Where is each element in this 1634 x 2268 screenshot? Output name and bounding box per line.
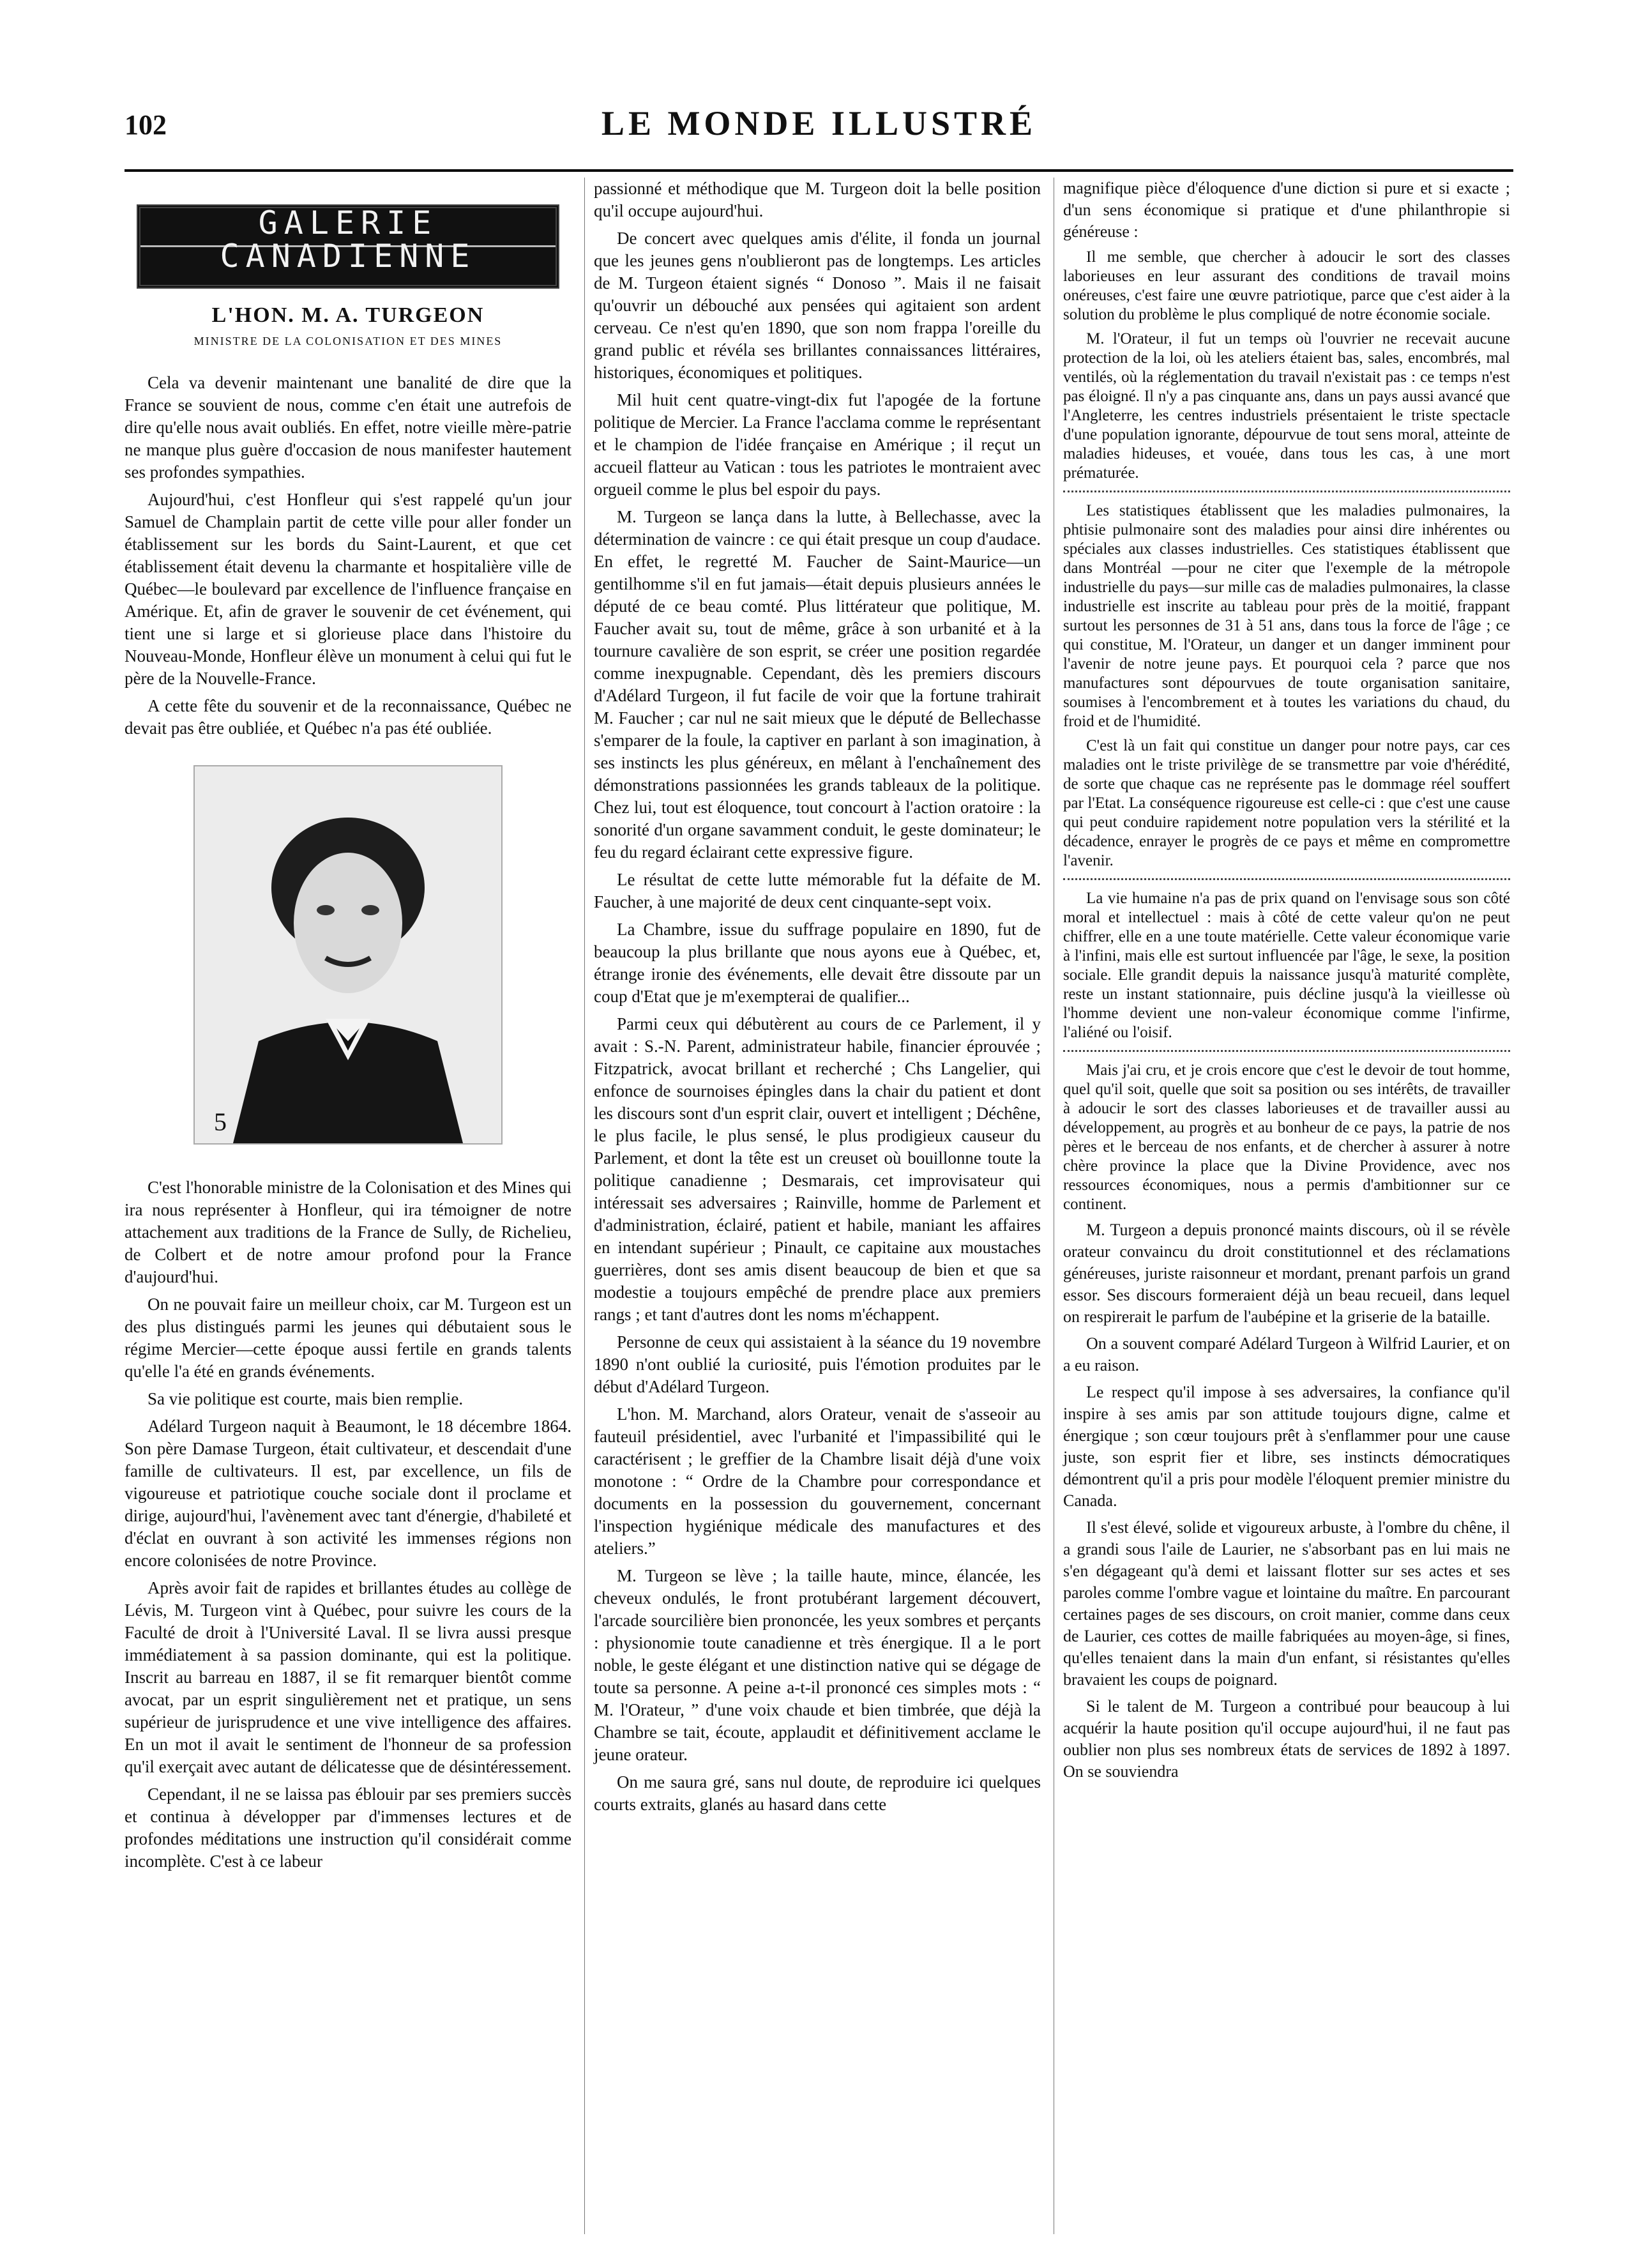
- paragraph: Le respect qu'il impose à ses adversaires, la confiance qu'il inspire à ses amis par son attitude toujours digne, calme et énergique ; son cœur toujours prêt à s'enflammer pour une cause juste, son esprit fier et libre, ses instincts démocratiques démontrent qu'il a pris pour modèle l'éloquent premier ministre du Canada.: [1063, 1383, 1510, 1510]
- paragraph: Aujourd'hui, c'est Honfleur qui s'est rappelé qu'un jour Samuel de Champlain partit de cette ville pour aller fonder un établissement sur les bords du Saint-Laurent, et que cet établissement était devenu la charmante et hospitalière ville de Québec—le boulevard par excellence de l'influence française en Amérique. Et, afin de graver le souvenir de cet événement, qui tient une si large et si glorieuse place dans l'histoire du Nouveau-Monde, Honfleur élève un monument à celui qui fut le père de la Nouvelle-France.: [125, 490, 571, 688]
- paragraph: C'est l'honorable ministre de la Colonisation et des Mines qui ira nous représenter à Honfleur, qui ira témoigner de notre attachement aux traditions de la France de Sully, de Richelieu, de Colbert et de notre amour profond pour la France d'aujourd'hui.: [125, 1178, 571, 1286]
- portrait-illustration: [195, 766, 501, 1143]
- paragraph: De concert avec quelques amis d'élite, il fonda un journal que les jeunes gens n'oublieront pas de longtemps. Les articles de M. Turgeon étaient signés “ Donoso ”. Mais il ne faisait qu'ouvrir un débouché aux pensées qui agitaient son ardent cerveau. Ce n'est qu'en 1890, que son nom frappa l'oreille du grand public et révéla ses brillantes connaissances littéraires, historiques, économiques et politiques.: [594, 229, 1041, 382]
- dotted-separator: [1063, 878, 1510, 880]
- paragraph: passionné et méthodique que M. Turgeon doit la belle position qu'il occupe aujourd'hui.: [594, 179, 1041, 220]
- column-3: [1063, 178, 1510, 1788]
- paragraph: Le résultat de cette lutte mémorable fut la défaite de M. Faucher, à une majorité de deux cent cinquante-sept voix.: [594, 870, 1041, 911]
- quote-paragraph: Mais j'ai cru, et je crois encore que c'est le devoir de tout homme, quel qu'il soit, quelle que soit sa position ou ses intérêts, de travailler à adoucir le sort des classes laborieuses et de travailler aussi au développement, au progrès et au bonheur de ce pays, la patrie de nos pères et le berceau de nos enfants, et de chercher à assurer à notre chère province la place que la Divine Providence, avec nos ressources économiques, nous a permis d'ambitionner sur ce continent.: [1063, 1062, 1510, 1213]
- section-banner: [137, 204, 559, 289]
- paragraph: M. Turgeon a depuis prononcé maints discours, où il se révèle orateur convaincu du droit constitutionnel et des réclamations généreuses, juriste raisonneur et mordant, prenant parfois un grand essor. Ses discours formeraient déjà un beau recueil, dans lequel on respirerait le parfum de l'aubépine et la griserie de la bataille.: [1063, 1221, 1510, 1326]
- column-divider: [584, 178, 585, 2234]
- banner-line-2: CANADIENNE: [220, 238, 476, 275]
- paragraph: L'hon. M. Marchand, alors Orateur, venait de s'asseoir au fauteuil présidentiel, avec l'urbanité et l'impassibilité qui le caractérisent ; le greffier de la Chambre lisait déjà d'une voix monotone : “ Ordre de la Chambre pour correspondance et documents en la possession du gouvernement, concernant l'inspection hygiénique médicale des manufactures et des ateliers.”: [594, 1404, 1041, 1558]
- article-title: L'HON. M. A. TURGEON: [211, 303, 485, 327]
- portrait-mark: 5: [214, 1107, 227, 1136]
- paragraph: Cependant, il ne se laissa pas éblouir par ses premiers succès et continua à développer par d'immenses lectures et de profondes méditations une instruction qu'il considérait comme incomplète. C'est à ce labeur: [125, 1785, 571, 1871]
- quote-paragraph: La vie humaine n'a pas de prix quand on l'envisage sous son côté moral et intellectuel : mais à côté de cette valeur qu'on ne peut chiffrer, elle en a une toute matérielle. Cette valeur économique varie à l'infini, mais elle est surtout influencée par l'âge, le sexe, la position sociale. Elle grandit depuis la naissance jusqu'à maturité complète, reste un instant stationnaire, puis décline jusqu'à la vieillesse où l'homme devient une non-valeur économique comme l'infirme, l'aliéné ou l'oisif.: [1063, 890, 1510, 1041]
- paragraph: M. Turgeon se lève ; la taille haute, mince, élancée, les cheveux ondulés, le front protubérant largement découvert, l'arcade sourcilière bien prononcée, les yeux sombres et perçants : physionomie toute canadienne et très énergique. Il a le port noble, le geste élégant et une distinction native qui se dégage de toute sa personne. A peine a-t-il prononcé ces simples mots : “ M. l'Orateur, ” d'une voix chaude et bien timbrée, que déjà la Chambre se tait, écoute, applaudit et définitivement acclame le jeune orateur.: [594, 1566, 1041, 1764]
- page-header: [125, 96, 1513, 147]
- paragraph: On ne pouvait faire un meilleur choix, car M. Turgeon est un des plus distingués parmi les jeunes qui débutaient sous le régime Mercier—cette époque aussi fertile en grands talents qu'elle l'a été en grands événements.: [125, 1295, 571, 1381]
- page-number: 102: [125, 109, 167, 141]
- paragraph: On me saura gré, sans nul doute, de reproduire ici quelques courts extraits, glanés au hasard dans cette: [594, 1772, 1041, 1814]
- quote-paragraph: M. l'Orateur, il fut un temps où l'ouvrier ne recevait aucune protection de la loi, où les ateliers étaient bas, sales, encombrés, mal ventilés, où la réglementation du travail n'existait pas : ce temps n'est pas éloigné. Il n'y a pas cinquante ans, dans un pays aussi avancé que l'Angleterre, les centres industriels présentaient le triste spectacle d'une population ignorante, dépourvue de tout sens moral, atteinte de maladies hideuses, et vouée, dans tous les cas, à une mort prématurée.: [1063, 330, 1510, 482]
- column-2: [594, 178, 1041, 1821]
- paragraph: magnifique pièce d'éloquence d'une diction si pure et si exacte ; d'un sens économique si pratique et d'une philanthropie si généreuse :: [1063, 179, 1510, 241]
- paragraph: On a souvent comparé Adélard Turgeon à Wilfrid Laurier, et on a eu raison.: [1063, 1334, 1510, 1374]
- paragraph: Personne de ceux qui assistaient à la séance du 19 novembre 1890 n'ont oublié la curiosité, puis l'émotion produites par le début d'Adélard Turgeon.: [594, 1332, 1041, 1396]
- header-rule: [125, 169, 1513, 172]
- paragraph: Cela va devenir maintenant une banalité de dire que la France se souvient de nous, comme c'en était une autrefois de dire qu'elle nous avait oubliés. En effet, notre vieille mère-patrie ne manque plus guère d'occasion de nous manifester hautement ses profondes sympathies.: [125, 373, 571, 482]
- paragraph: Adélard Turgeon naquit à Beaumont, le 18 décembre 1864. Son père Damase Turgeon, était cultivateur, et descendait d'une famille de cultivateurs. Il est, par excellence, un fils de vigoureuse et patriotique couche sociale dont il proclame et dirige, aujourd'hui, l'avènement avec tant d'énergie, d'habileté et d'éclat en ouvrant à son activité les immenses régions non encore colonisées de notre Province.: [125, 1417, 571, 1570]
- paragraph: Si le talent de M. Turgeon a contribué pour beaucoup à lui acquérir la haute position qu'il occupe aujourd'hui, il ne faut pas oublier non plus ses nombreux états de services de 1892 à 1897. On se souviendra: [1063, 1697, 1510, 1781]
- paragraph: Sa vie politique est courte, mais bien remplie.: [148, 1389, 464, 1408]
- column-1: [125, 178, 571, 1878]
- quote-paragraph: C'est là un fait qui constitue un danger pour notre pays, car ces maladies ont le triste privilège de se transmettre par voie d'hérédité, de sorte que chaque cas ne représente pas le dommage réel souffert par l'Etat. La conséquence rigoureuse est celle-ci : que c'est une cause qui peut conduire rapidement notre population vers la stérilité et la décadence, enrayer le progrès de ce pays et même en compromettre l'avenir.: [1063, 737, 1510, 869]
- article-subtitle: MINISTRE DE LA COLONISATION ET DES MINES: [193, 335, 503, 347]
- quote-paragraph: Les statistiques établissent que les maladies pulmonaires, la phtisie pulmonaire sont des maladies pour ainsi dire inhérentes ou spéciales aux classes industrielles. Ces statistiques établissent que dans Montréal —pour ne citer que l'exemple de la métropole industrielle du pays—sur mille cas de maladies pulmonaires, la classe industrielle est inscrite au tableau pour près de la moitié, frappant surtout les personnes de 31 à 51 ans, dans tous la force de l'âge ; ce qui constitue, M. l'Orateur, un danger et un danger imminent pour l'avenir de notre jeune pays. Et pourquoi cela ? parce que nos manufactures sont dépourvues de toute organisation sanitaire, soumises à l'encombrement et à toutes les variations du chaud, du froid et de l'humidité.: [1063, 502, 1510, 730]
- paragraph: Parmi ceux qui débutèrent au cours de ce Parlement, il y avait : S.-N. Parent, administrateur habile, financier éprouvée ; Fitzpatrick, avocat brillant et recherché ; Chs Langelier, qui enfonce de sournoises épingles dans la chair du patient et dont les discours sont d'un esprit clair, ouvert et intelligent ; Déchêne, le plus facile, le plus sensé, le plus prodigieux causeur du Parlement, et dont la tête est un creuset où bouillonne toute la politique canadienne ; Desmarais, cet improvisateur qui intéressait ses adversaires ; Rainville, homme de Parlement et d'administration, éclairé, patient et habile, maniant les affaires en intendant supérieur ; Pinault, ce capitaine aux moustaches guerrières, dont ses amis disent beaucoup de bien et que sa modestie a toujours empêché de prendre place aux premiers rangs ; et tant d'autres dont les noms m'échappent.: [594, 1014, 1041, 1324]
- paragraph: Mil huit cent quatre-vingt-dix fut l'apogée de la fortune politique de Mercier. La France l'acclama comme le représentant et le champion de l'idée française en Amérique ; il reçut un accueil flatteur au Vatican : tous les patriotes le montraient avec orgueil comme le plus bel espoir du pays.: [594, 390, 1041, 499]
- paragraph: M. Turgeon se lança dans la lutte, à Bellechasse, avec la détermination de vaincre : ce qui était presque un coup d'audace. En effet, le regretté M. Faucher de Saint-Maurice—un gentilhomme s'il en fut jamais—était depuis plusieurs années le député de ce beau comté. Plus littérateur que politique, M. Faucher avait su, tout de même, grâce à son urbanité et à la tournure cavalière de son esprit, se créer une position regardée comme inexpugnable. Cependant, dès les premiers discours d'Adélard Turgeon, il fut facile de voir que la fortune trahirait M. Faucher ; car nul ne sait mieux que le député de Bellechasse s'emparer de la foule, la captiver en parlant à son imagination, à ses instincts les plus généreux, en mêlant à l'enchaînement des démonstrations passionnées les grands tableaux de la politique. Chez lui, tout est éloquence, tout concourt à l'action oratoire : la sonorité d'un organe savamment conduit, le geste dominateur; le feu du regard éclairant cette expressive figure.: [594, 507, 1041, 862]
- banner-line-1: GALERIE: [258, 204, 438, 241]
- paragraph: Il s'est élevé, solide et vigoureux arbuste, à l'ombre du chêne, il a grandi sous l'aile de Laurier, ne s'absorbant pas en lui mais ne s'en dégageant qu'à demi et laissant flotter sur ses actes et ses paroles comme l'ombre vague et lointaine du maître. En parcourant certaines pages de ses discours, on croit manier, comme dans ceux de Laurier, ces cottes de maille fabriquées au moyen-âge, si fines, qu'elles tenaient dans la main d'un enfant, si résistantes qu'elles bravaient les coups de poignard.: [1063, 1518, 1510, 1689]
- paragraph: A cette fête du souvenir et de la reconnaissance, Québec ne devait pas être oubliée, et Québec n'a pas été oubliée.: [125, 696, 571, 738]
- running-title: LE MONDE ILLUSTRÉ: [601, 104, 1037, 142]
- quote-paragraph: Il me semble, que chercher à adoucir le sort des classes laborieuses en leur assurant des conditions de travail moins onéreuses, c'est faire une œuvre patriotique, parce que c'est aider à la solution du problème le plus compliqué de notre économie sociale.: [1063, 248, 1510, 323]
- portrait-photo: [193, 765, 503, 1145]
- paragraph: La Chambre, issue du suffrage populaire en 1890, fut de beaucoup la plus brillante que nous ayons eue à Québec, et, étrange ironie des événements, elle devait être dissoute par un coup d'Etat que je m'exempterai de qualifier...: [594, 920, 1041, 1006]
- paragraph: Après avoir fait de rapides et brillantes études au collège de Lévis, M. Turgeon vint à Québec, pour suivre les cours de la Faculté de droit à l'Université Laval. Il se livra aussi presque immédiatement à sa passion dominante, qui est la politique. Inscrit au barreau en 1887, il se fit remarquer bientôt comme avocat, par un esprit singulièrement net et pratique, un sens supérieur de jurisprudence et une vive intelligence des affaires. En un mot il avait le sentiment de l'honneur de sa profession qu'il exerçait avec autant de délicatesse que de désintéressement.: [125, 1578, 571, 1776]
- dotted-separator: [1063, 491, 1510, 492]
- dotted-separator: [1063, 1050, 1510, 1052]
